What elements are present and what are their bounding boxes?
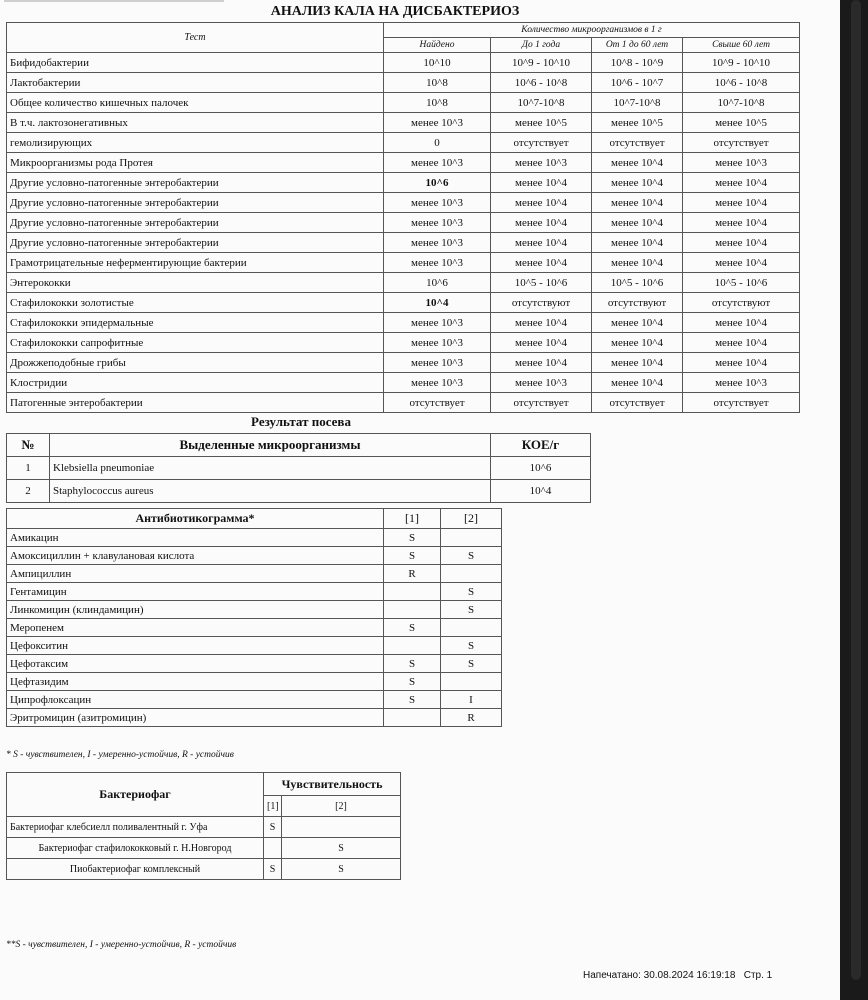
microorganism-name: Энтерококки [7,273,384,293]
norm-1-60y: менее 10^4 [592,233,683,253]
found-value: менее 10^3 [384,313,491,333]
found-value: менее 10^3 [384,253,491,273]
norm-over-60y: менее 10^5 [683,113,800,133]
phage-sensitivity-1: S [264,817,282,838]
antibiotic-name: Цефотаксим [7,655,384,673]
norm-under-1y: 10^5 - 10^6 [491,273,592,293]
found-value: менее 10^3 [384,213,491,233]
antibiotic-name: Цефтазидим [7,673,384,691]
header-phage-col-1: [1] [264,796,282,817]
antibiotic-row [7,601,502,619]
norm-1-60y: отсутствует [592,133,683,153]
norm-1-60y: менее 10^4 [592,253,683,273]
found-value: менее 10^3 [384,233,491,253]
phage-row [7,817,401,838]
header-antibiogram: Антибиотикограмма* [7,509,384,529]
header-sensitivity: Чувствительность [264,773,401,796]
norm-over-60y: менее 10^4 [683,353,800,373]
header-organisms: Выделенные микроорганизмы [50,434,491,457]
page-number: Стр. 1 [743,970,773,981]
microorganism-name: Грамотрицательные неферментирующие бактерии [7,253,384,273]
table-row [7,373,800,393]
norm-1-60y: отсутствуют [592,293,683,313]
norm-under-1y: менее 10^3 [491,373,592,393]
norm-under-1y: 10^9 - 10^10 [491,53,592,73]
antibiotic-row [7,709,502,727]
norm-over-60y: 10^9 - 10^10 [683,53,800,73]
antibiotic-row [7,619,502,637]
print-footer [583,970,772,981]
norm-1-60y: менее 10^4 [592,353,683,373]
norm-under-1y: менее 10^4 [491,193,592,213]
bacteriophage-table [6,772,401,880]
norm-under-1y: менее 10^4 [491,233,592,253]
microorganism-name: В т.ч. лактозонегативных [7,113,384,133]
culture-organism: Staphylococcus aureus [50,480,491,503]
antibiotic-row [7,583,502,601]
microorganism-name: Стафилококки золотистые [7,293,384,313]
microorganism-name: Клостридии [7,373,384,393]
norm-over-60y: отсутствуют [683,293,800,313]
phage-name: Пиобактериофаг комплексный [7,859,264,880]
norm-over-60y: менее 10^4 [683,253,800,273]
phage-row [7,859,401,880]
antibiotic-name: Гентамицин [7,583,384,601]
found-value: менее 10^3 [384,373,491,393]
norm-under-1y: отсутствуют [491,293,592,313]
sensitivity-1 [384,601,441,619]
table-row [7,393,800,413]
found-value: менее 10^3 [384,333,491,353]
microorganism-name: Другие условно-патогенные энтеробактерии [7,233,384,253]
antibiotic-name: Эритромицин (азитромицин) [7,709,384,727]
norm-under-1y: отсутствует [491,133,592,153]
document-title: АНАЛИЗ КАЛА НА ДИСБАКТЕРИОЗ [270,4,520,19]
header-quantity-group: Количество микроорганизмов в 1 г [384,23,800,38]
antibiogram-legend: * S - чувствителен, I - умеренно-устойчив, R - устойчив [6,750,234,760]
found-value: 10^8 [384,93,491,113]
norm-1-60y: менее 10^5 [592,113,683,133]
phage-sensitivity-1 [264,838,282,859]
found-value: менее 10^3 [384,193,491,213]
sensitivity-2: I [441,691,502,709]
table-row [7,233,800,253]
norm-1-60y: менее 10^4 [592,333,683,353]
culture-organism: Klebsiella pneumoniae [50,457,491,480]
sensitivity-2: S [441,601,502,619]
phage-legend: **S - чувствителен, I - умеренно-устойчив, R - устойчив [6,940,237,950]
antibiotic-row [7,655,502,673]
microorganism-name: Общее количество кишечных палочек [7,93,384,113]
culture-cfu: 10^4 [491,480,591,503]
header-1-60y: От 1 до 60 лет [592,38,683,53]
found-value: менее 10^3 [384,153,491,173]
sensitivity-1 [384,583,441,601]
sensitivity-2: S [441,637,502,655]
norm-over-60y: менее 10^4 [683,213,800,233]
table-row [7,113,800,133]
header-test: Тест [7,23,384,53]
phage-sensitivity-2: S [282,859,401,880]
antibiotic-row [7,691,502,709]
phage-sensitivity-2: S [282,838,401,859]
table-row [7,73,800,93]
norm-under-1y: менее 10^4 [491,313,592,333]
norm-1-60y: менее 10^4 [592,213,683,233]
norm-over-60y: менее 10^4 [683,333,800,353]
table-row [7,93,800,113]
microorganism-name: Бифидобактерии [7,53,384,73]
norm-under-1y: менее 10^4 [491,353,592,373]
sensitivity-2 [441,673,502,691]
table-row [7,213,800,233]
vertical-scrollbar[interactable] [851,0,861,980]
norm-over-60y: отсутствует [683,133,800,153]
table-row [7,333,800,353]
norm-under-1y: менее 10^4 [491,333,592,353]
norm-1-60y: отсутствует [592,393,683,413]
norm-1-60y: менее 10^4 [592,193,683,213]
antibiotic-row [7,637,502,655]
microorganism-name: Другие условно-патогенные энтеробактерии [7,193,384,213]
sensitivity-1: S [384,691,441,709]
antibiotic-name: Меропенем [7,619,384,637]
microorganism-name: Другие условно-патогенные энтеробактерии [7,173,384,193]
header-cfu: КОЕ/г [491,434,591,457]
norm-under-1y: менее 10^4 [491,253,592,273]
norm-under-1y: менее 10^5 [491,113,592,133]
norm-over-60y: менее 10^4 [683,173,800,193]
phage-sensitivity-1: S [264,859,282,880]
microorganism-name: Дрожжеподобные грибы [7,353,384,373]
norm-over-60y: менее 10^3 [683,153,800,173]
found-value: 10^6 [384,173,491,193]
header-col-1: [1] [384,509,441,529]
microorganism-name: Лактобактерии [7,73,384,93]
norm-1-60y: 10^7-10^8 [592,93,683,113]
norm-over-60y: отсутствует [683,393,800,413]
norm-under-1y: 10^6 - 10^8 [491,73,592,93]
table-row [7,53,800,73]
microorganism-name: Стафилококки сапрофитные [7,333,384,353]
found-value: 10^6 [384,273,491,293]
found-value: 10^4 [384,293,491,313]
table-row [7,353,800,373]
found-value: менее 10^3 [384,353,491,373]
norm-1-60y: 10^6 - 10^7 [592,73,683,93]
table-row [7,273,800,293]
sensitivity-2 [441,619,502,637]
header-phage-col-2: [2] [282,796,401,817]
norm-under-1y: отсутствует [491,393,592,413]
antibiotic-row [7,673,502,691]
found-value: менее 10^3 [384,113,491,133]
sensitivity-2: S [441,583,502,601]
microorganism-name: гемолизирующих [7,133,384,153]
sensitivity-1 [384,709,441,727]
antibiotic-row [7,565,502,583]
sensitivity-1: S [384,655,441,673]
sensitivity-1: S [384,673,441,691]
norm-1-60y: менее 10^4 [592,153,683,173]
microorganism-name: Патогенные энтеробактерии [7,393,384,413]
norm-1-60y: менее 10^4 [592,313,683,333]
sensitivity-1: S [384,529,441,547]
norm-under-1y: менее 10^4 [491,173,592,193]
clipped-header-strip [4,0,224,2]
phage-row [7,838,401,859]
table-row [7,313,800,333]
header-over-60y: Свыше 60 лет [683,38,800,53]
phage-name: Бактериофаг клебсиелл поливалентный г. Уфа [7,817,264,838]
antibiotic-name: Амоксициллин + клавулановая кислота [7,547,384,565]
found-value: 0 [384,133,491,153]
dysbacteriosis-table [6,22,800,413]
antibiotic-row [7,547,502,565]
antibiotic-name: Амикацин [7,529,384,547]
culture-cfu: 10^6 [491,457,591,480]
header-bacteriophage: Бактериофаг [7,773,264,817]
norm-over-60y: менее 10^4 [683,313,800,333]
found-value: отсутствует [384,393,491,413]
phage-sensitivity-2 [282,817,401,838]
header-found: Найдено [384,38,491,53]
norm-over-60y: 10^5 - 10^6 [683,273,800,293]
antibiotic-name: Цефокситин [7,637,384,655]
norm-under-1y: менее 10^3 [491,153,592,173]
norm-over-60y: 10^7-10^8 [683,93,800,113]
norm-1-60y: 10^5 - 10^6 [592,273,683,293]
norm-over-60y: менее 10^4 [683,233,800,253]
found-value: 10^10 [384,53,491,73]
header-col-2: [2] [441,509,502,529]
norm-under-1y: 10^7-10^8 [491,93,592,113]
antibiotic-name: Ципрофлоксацин [7,691,384,709]
culture-number: 1 [7,457,50,480]
sensitivity-1: S [384,547,441,565]
culture-number: 2 [7,480,50,503]
culture-table [6,433,591,503]
table-row [7,153,800,173]
sensitivity-2: S [441,655,502,673]
norm-1-60y: менее 10^4 [592,173,683,193]
antibiogram-table [6,508,502,727]
header-number: № [7,434,50,457]
table-row [7,253,800,273]
antibiotic-name: Ампициллин [7,565,384,583]
sensitivity-2 [441,565,502,583]
header-under-1y: До 1 года [491,38,592,53]
sensitivity-2: S [441,547,502,565]
norm-over-60y: менее 10^3 [683,373,800,393]
microorganism-name: Другие условно-патогенные энтеробактерии [7,213,384,233]
culture-row [7,457,591,480]
sensitivity-1: S [384,619,441,637]
norm-over-60y: 10^6 - 10^8 [683,73,800,93]
antibiotic-row [7,529,502,547]
microorganism-name: Микроорганизмы рода Протея [7,153,384,173]
sensitivity-1: R [384,565,441,583]
norm-1-60y: 10^8 - 10^9 [592,53,683,73]
phage-name: Бактериофаг стафилококковый г. Н.Новгород [7,838,264,859]
sensitivity-2 [441,529,502,547]
table-row [7,193,800,213]
norm-over-60y: менее 10^4 [683,193,800,213]
culture-row [7,480,591,503]
table-row [7,133,800,153]
sensitivity-1 [384,637,441,655]
norm-1-60y: менее 10^4 [592,373,683,393]
microorganism-name: Стафилококки эпидермальные [7,313,384,333]
culture-result-title: Результат посева [251,414,351,429]
table-row [7,173,800,193]
printed-timestamp: Напечатано: 30.08.2024 16:19:18 [583,970,736,981]
table-row [7,293,800,313]
antibiotic-name: Линкомицин (клиндамицин) [7,601,384,619]
norm-under-1y: менее 10^4 [491,213,592,233]
sensitivity-2: R [441,709,502,727]
found-value: 10^8 [384,73,491,93]
